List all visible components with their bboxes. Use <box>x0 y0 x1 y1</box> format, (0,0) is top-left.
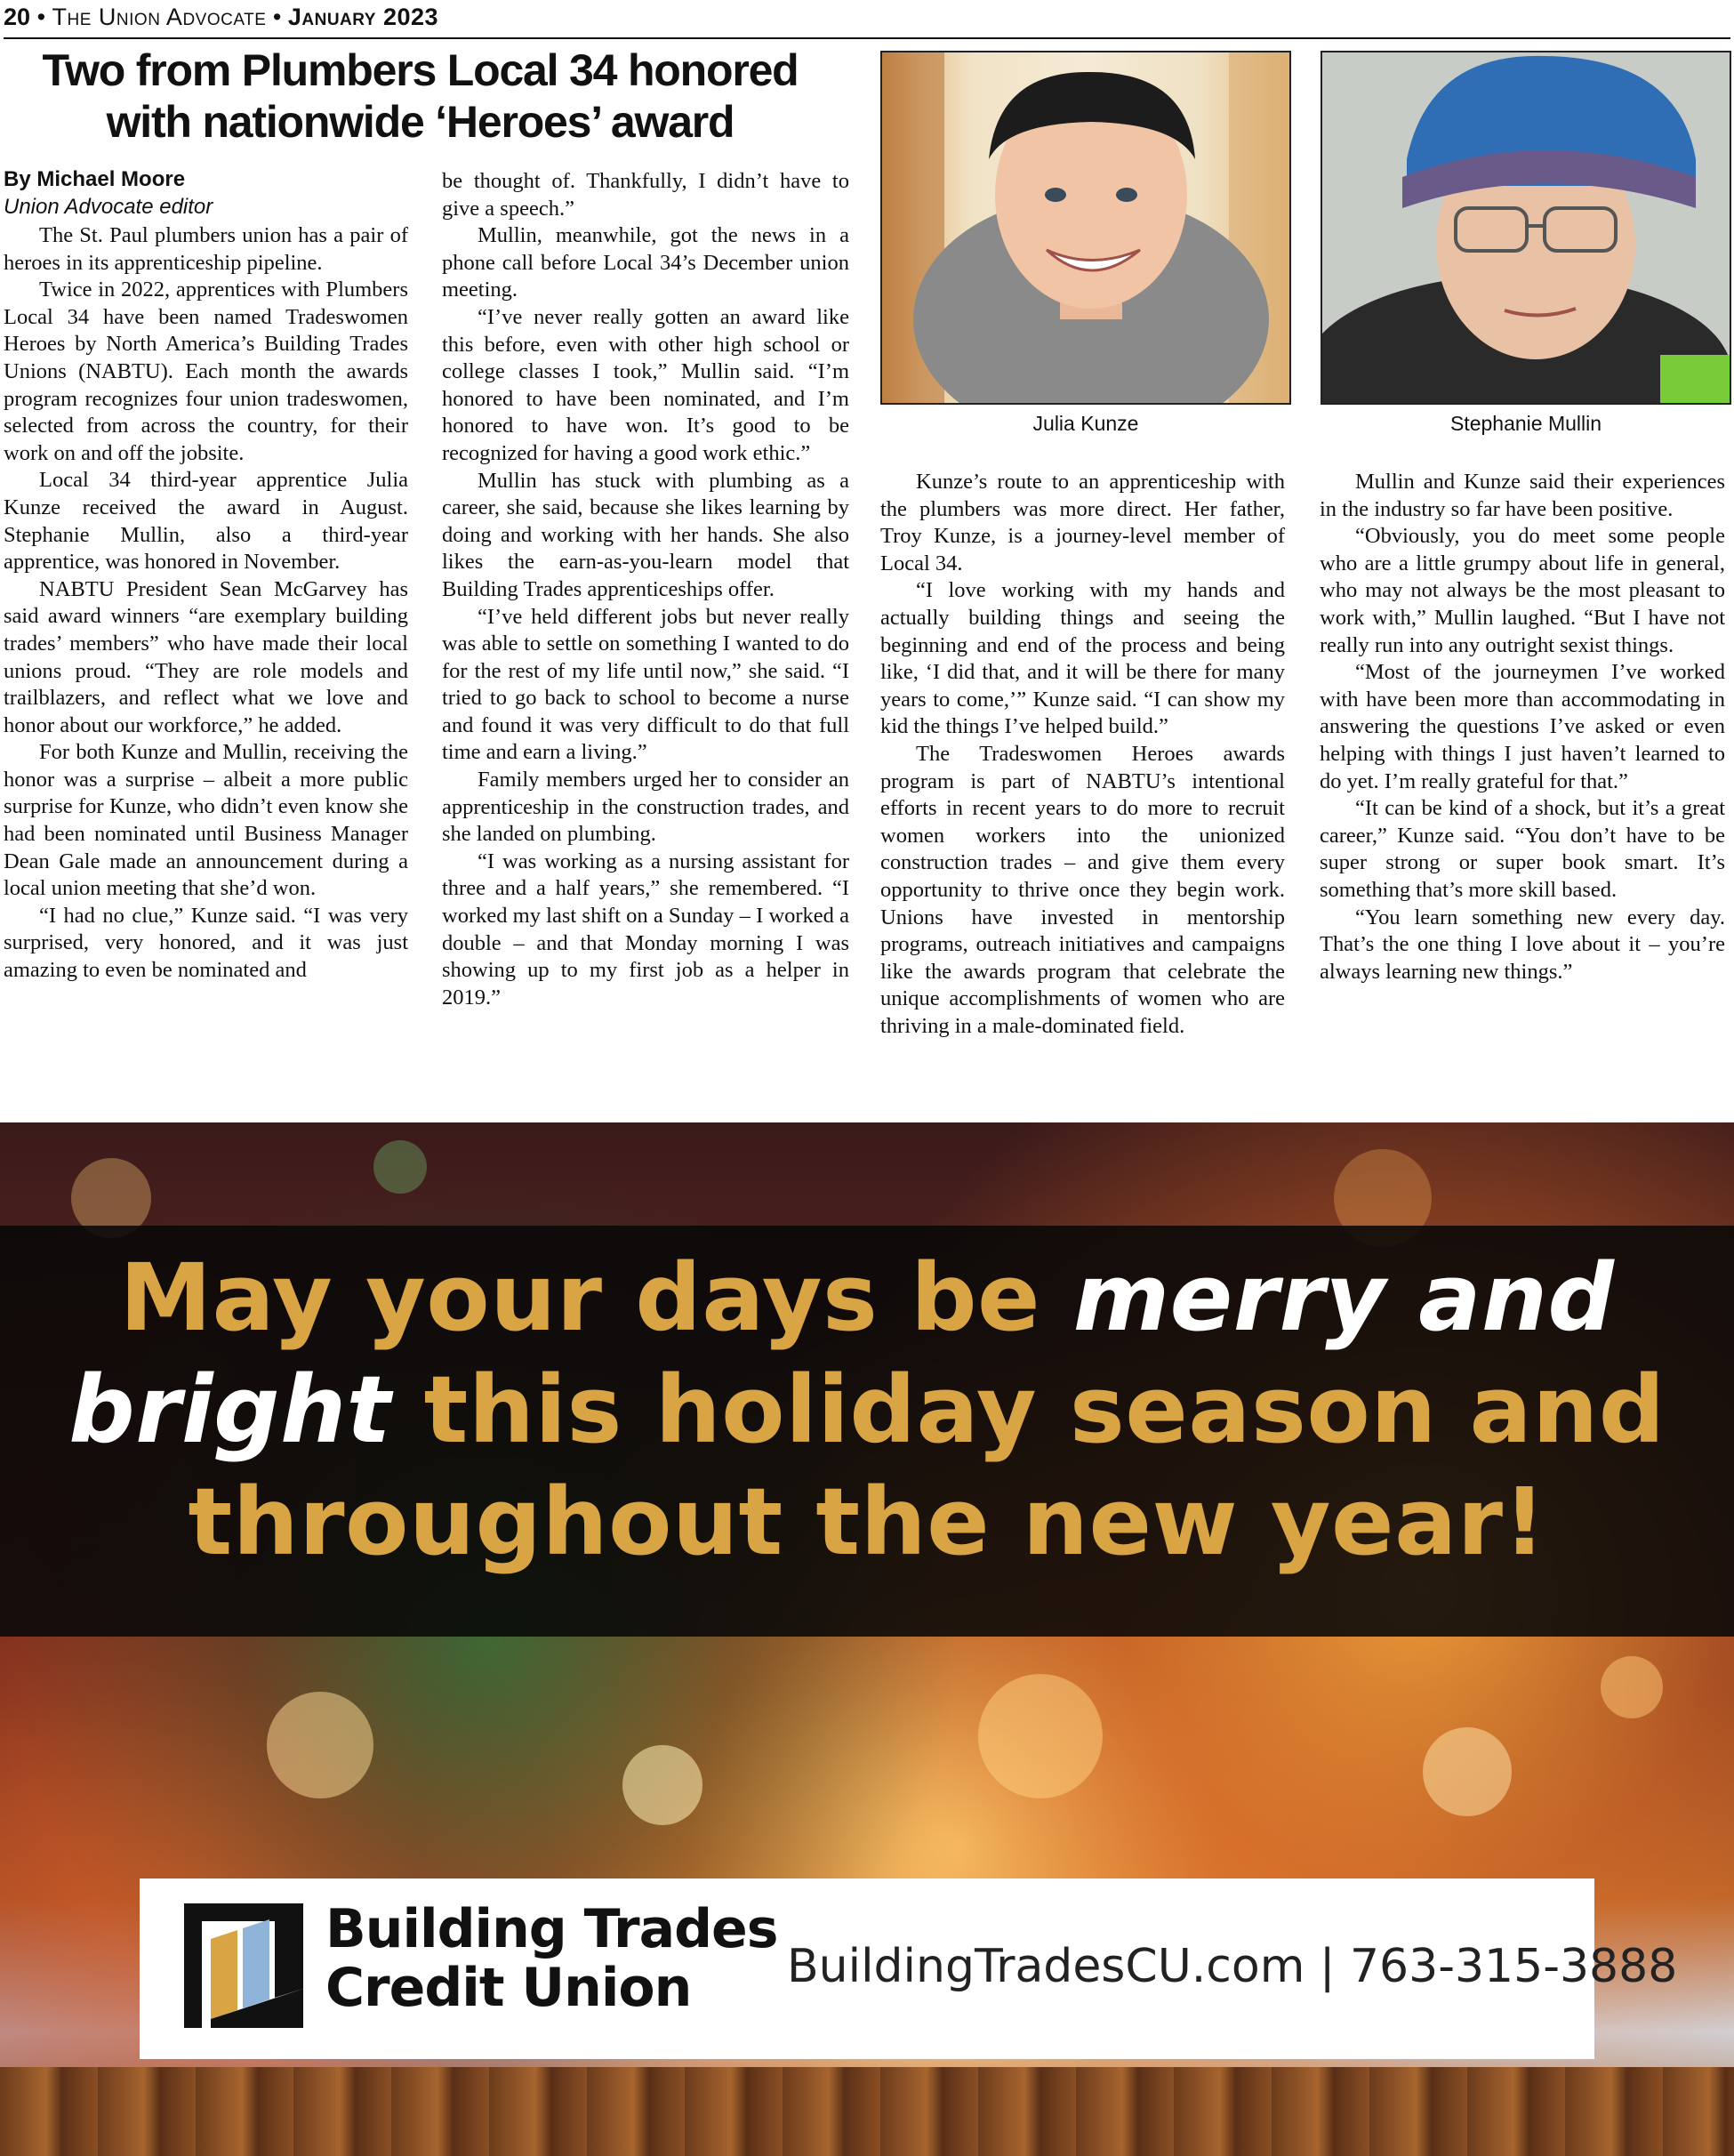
paragraph: “I love working with my hands and actually building things and seeing the beginning and end of the process and being like, ‘I did that, and it will be there for many years to come,’” Kunze said. “I can show my kid the things I’ve helped build.” <box>880 578 1285 739</box>
paragraph: “I’ve held different jobs but never really was able to settle on something I wanted to do for the rest of my life until now,” she said. “I tried to go back to school to become a nurse and found it was very difficult to do that full time and earn a living.” <box>442 604 849 765</box>
headline-line: with nationwide ‘Heroes’ award <box>106 97 735 147</box>
ad-text-gold: May your days be <box>119 1243 1073 1352</box>
paragraph: “I’ve never really gotten an award like this before, even with other high school or college classes I took,” Mullin said. “I’m honored to have been nominated, and I’m honored to have won. It’s good to be recognized for having a good work ethic.” <box>442 304 849 465</box>
portrait-illustration <box>882 52 1291 405</box>
bokeh-light <box>267 1692 373 1798</box>
byline-role: Union Advocate editor <box>4 195 213 219</box>
paragraph: Family members urged her to consider an apprenticeship in the construction trades, and she landed on plumbing. <box>442 768 849 847</box>
paragraph: “It can be kind of a shock, but it’s a great career,” Kunze said. “You don’t have to be super strong or super book smart. It’s something that’s more skill based. <box>1320 796 1725 902</box>
article-column-3 <box>880 469 1285 1040</box>
paragraph: Local 34 third-year apprentice Julia Kunze received the award in August. Stephanie Mullin, also a third-year apprentice, was honored in November. <box>4 468 408 575</box>
paragraph: “I had no clue,” Kunze said. “I was very surprised, very honored, and it was just amazing to even be nominated and <box>4 903 408 983</box>
paragraph: Twice in 2022, apprentices with Plumbers Local 34 have been named Tradeswomen Heroes by North America’s Building Trades Unions (NABTU). Each month the awards program recognizes four union tradeswomen, selected from across the country, for their work on and off the jobsite. <box>4 278 408 465</box>
ad-text-white: bright <box>68 1356 391 1464</box>
paragraph: “I was working as a nursing assistant for three and a half years,” she remembered. “I worked my last shift on a Sunday – I worked a double – and that Monday morning I was showing up to my first job as a helper in 2019.” <box>442 849 849 1010</box>
paragraph: Mullin, meanwhile, got the news in a phone call before Local 34’s December union meeting. <box>442 223 849 302</box>
bokeh-light <box>978 1674 1103 1798</box>
photo-caption: Julia Kunze <box>1032 412 1139 435</box>
masthead <box>4 0 1730 39</box>
paragraph: “Obviously, you do meet some people who are a little grumpy about life in general, who may not always be the most pleasant to work with,” Mullin laughed. “But I have not really run into any outright sexist things. <box>1320 524 1725 657</box>
headline-line: Two from Plumbers Local 34 honored <box>42 45 799 95</box>
bokeh-light <box>373 1140 427 1194</box>
paragraph: The Tradeswomen Heroes awards program is part of NABTU’s intentional efforts in recent years to do more to recruit women workers into the unionized construction trades – and give them every opportunity to thrive once they begin work. Unions have invested in mentorship programs, outreach initiatives and campaigns like the awards program that celebrate the unique accomplishments of women who are thriving in a male-dominated field. <box>880 741 1285 1038</box>
paragraph: Kunze’s route to an apprenticeship with the plumbers was more direct. Her father, Troy Kunze, is a journey-level member of Local 34. <box>880 470 1285 575</box>
paragraph: The St. Paul plumbers union has a pair of heroes in its apprenticeship pipeline. <box>4 223 408 275</box>
holiday-advertisement <box>0 1122 1734 2156</box>
publication-name: The Union Advocate <box>52 4 267 30</box>
article-column-2 <box>442 168 849 1011</box>
article-column-1 <box>4 222 408 985</box>
masthead-bullet: • <box>36 4 46 30</box>
paragraph: “You learn something new every day. That’s the one thing I love about it – you’re always learning new things.” <box>1320 905 1725 984</box>
article-headline <box>0 44 840 148</box>
credit-union-name <box>325 1900 777 2017</box>
masthead-bullet: • <box>272 4 282 30</box>
byline-name: By Michael Moore <box>4 167 186 191</box>
article-column-4 <box>1320 469 1725 985</box>
credit-union-contact: BuildingTradesCU.com | 763-315-3888 <box>787 1940 1678 1993</box>
photo-stephanie-mullin <box>1321 51 1731 405</box>
bokeh-light <box>1423 1727 1512 1816</box>
ad-line <box>0 1242 1734 1354</box>
logo-name-line: Building Trades <box>325 1898 778 1960</box>
ad-text-white: merry and <box>1072 1243 1615 1352</box>
ad-line <box>0 1354 1734 1466</box>
photo-caption: Stephanie Mullin <box>1449 412 1602 435</box>
logo-name-line: Credit Union <box>325 1957 692 2019</box>
page-number: 20 <box>4 4 31 30</box>
ad-headline <box>0 1242 1734 1578</box>
ad-text-gold: throughout the new year! <box>188 1468 1546 1576</box>
ad-line <box>0 1466 1734 1578</box>
credit-union-logo-bar <box>140 1878 1678 2059</box>
paragraph: Mullin has stuck with plumbing as a career, she said, because she likes learning by doing and working with her hands. She also likes the earn-as-you-learn model that Building Trades apprenticeships offer. <box>442 468 849 601</box>
portrait-illustration <box>1322 52 1731 405</box>
ad-text-gold: this holiday season and <box>390 1356 1666 1464</box>
paragraph: be thought of. Thankfully, I didn’t have to give a speech.” <box>442 169 849 221</box>
paragraph: Mullin and Kunze said their experiences in the industry so far have been positive. <box>1320 470 1725 521</box>
paragraph: NABTU President Sean McGarvey has said award winners “are exemplary building trades’ members” who have made their local unions proud. “They are role models and trailblazers, and reflect what we love and honor about our workforce,” he added. <box>4 576 408 737</box>
issue-date: January 2023 <box>287 4 439 30</box>
building-trades-logo-icon <box>184 1903 303 2028</box>
bokeh-light <box>622 1745 702 1825</box>
photo-julia-kunze <box>880 51 1291 405</box>
bokeh-light <box>1601 1656 1663 1718</box>
paragraph: “Most of the journeymen I’ve worked with have been more than accommodating in answering the questions I’ve asked or even helping with things I just haven’t learned to do yet. I’m really grateful for that.” <box>1320 660 1725 793</box>
paragraph: For both Kunze and Mullin, receiving the honor was a surprise – albeit a more public surprise for Kunze, who didn’t even know she had been nominated until Business Manager Dean Gale made an announcement during a local union meeting that she’d won. <box>4 740 408 901</box>
wooden-table-surface <box>0 2067 1734 2156</box>
